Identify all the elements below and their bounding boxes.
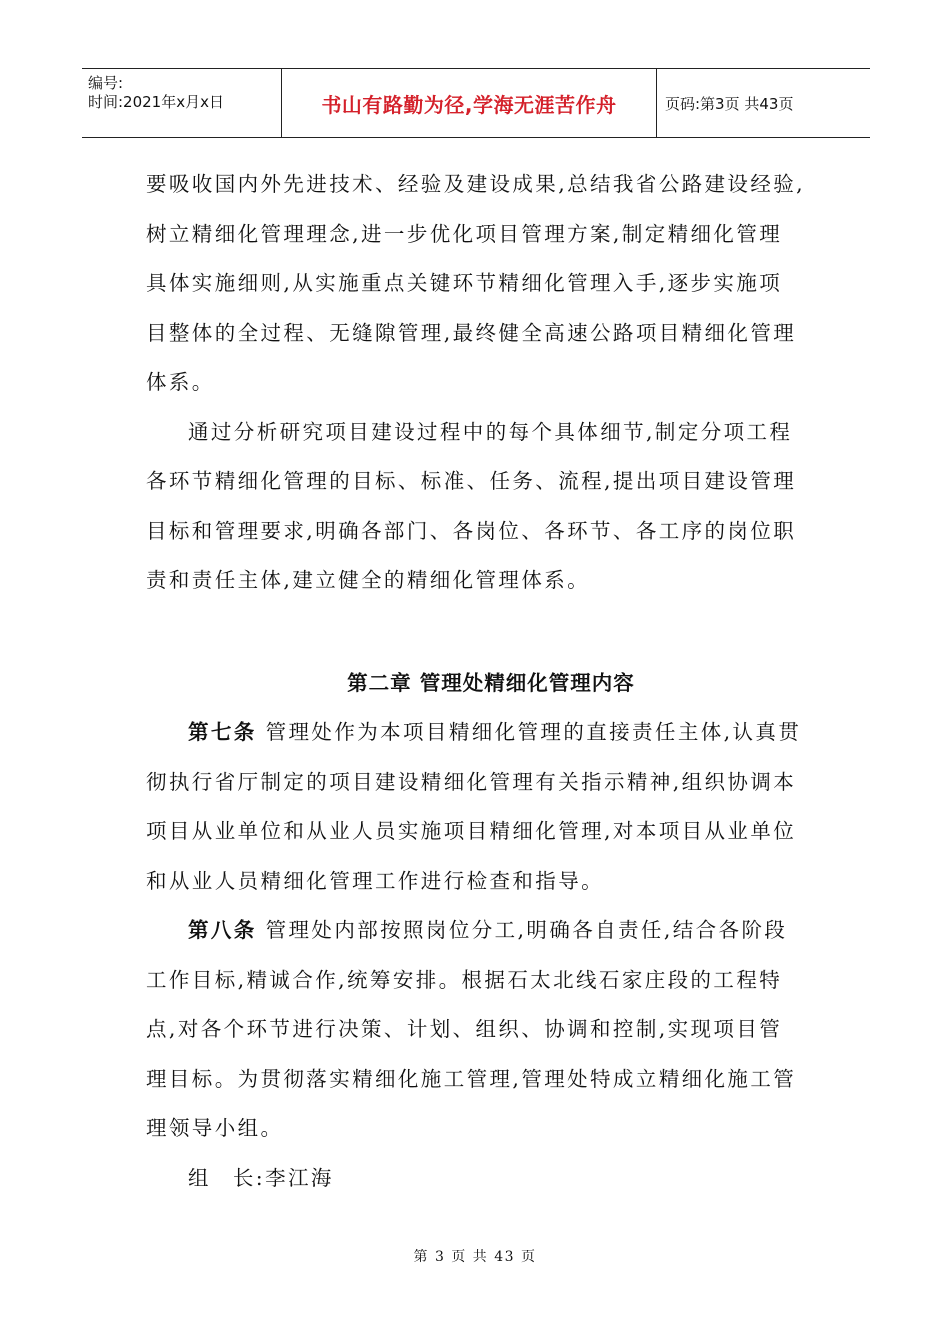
header-meta-cell: [82, 69, 282, 137]
body-text-bottom: [146, 708, 836, 1203]
paragraph-1-line: 具体实施细则,从实施重点关键环节精细化管理入手,逐步实施项: [146, 271, 783, 295]
article-8-line: 理目标。为贯彻落实精细化施工管理,管理处特成立精细化施工管: [146, 1066, 797, 1091]
paragraph-2-line: 通过分析研究项目建设过程中的每个具体细节,制定分项工程: [188, 419, 793, 444]
document-header: [82, 68, 870, 138]
article-8-number: 第八条: [188, 918, 257, 942]
document-number-label: 编号:: [88, 74, 124, 92]
header-page-cell: [657, 69, 870, 137]
article-7-line: 项目从业单位和从业人员实施项目精细化管理,对本项目从业单位: [146, 819, 797, 843]
paragraph-2-line: 目标和管理要求,明确各部门、各岗位、各环节、各工序的岗位职: [146, 518, 797, 543]
leader-line: [146, 1154, 836, 1204]
paragraph-2: [146, 408, 836, 606]
article-8-line: 理领导小组。: [146, 1116, 284, 1140]
article-7-line: 彻执行省厅制定的项目建设精细化管理有关指示精神,组织协调本: [146, 769, 797, 794]
chapter-title: 第二章 管理处精细化管理内容: [347, 671, 635, 695]
header-motto-cell: [282, 69, 657, 137]
article-7: [146, 708, 836, 906]
article-8-line: 管理处内部按照岗位分工,明确各自责任,结合各阶段: [256, 918, 788, 942]
paragraph-2-line: 各环节精细化管理的目标、标准、任务、流程,提出项目建设管理: [146, 469, 797, 493]
document-date-label: 时间:2021年x月x日: [88, 93, 224, 111]
paragraph-1-line: 目整体的全过程、无缝隙管理,最终健全高速公路项目精细化管理: [146, 320, 797, 345]
leader-label-a: 组: [188, 1165, 211, 1190]
paragraph-1-line: 体系。: [146, 370, 215, 394]
paragraph-2-line: 责和责任主体,建立健全的精细化管理体系。: [146, 568, 591, 592]
page-footer: 第 3 页 共 43 页: [413, 1249, 537, 1265]
article-7-line: 和从业人员精细化管理工作进行检查和指导。: [146, 868, 604, 893]
body-text-top: [146, 160, 836, 606]
paragraph-1-line: 树立精细化管理理念,进一步优化项目管理方案,制定精细化管理: [146, 221, 783, 246]
leader-label-b: 长:李江海: [232, 1165, 334, 1190]
article-8: [146, 906, 836, 1154]
article-7-line: 管理处作为本项目精细化管理的直接责任主体,认真贯: [256, 720, 802, 744]
paragraph-1-line: 要吸收国内外先进技术、经验及建设成果,总结我省公路建设经验,: [146, 172, 806, 196]
paragraph-1: [146, 160, 836, 408]
header-page-code: 页码:第3页 共43页: [665, 94, 794, 113]
header-motto: 书山有路勤为径,学海无涯苦作舟: [321, 92, 617, 117]
article-8-line: 点,对各个环节进行决策、计划、组织、协调和控制,实现项目管: [146, 1017, 783, 1041]
article-7-number: 第七条: [188, 720, 257, 744]
article-8-line: 工作目标,精诚合作,统筹安排。根据石太北线石家庄段的工程特: [146, 967, 783, 992]
